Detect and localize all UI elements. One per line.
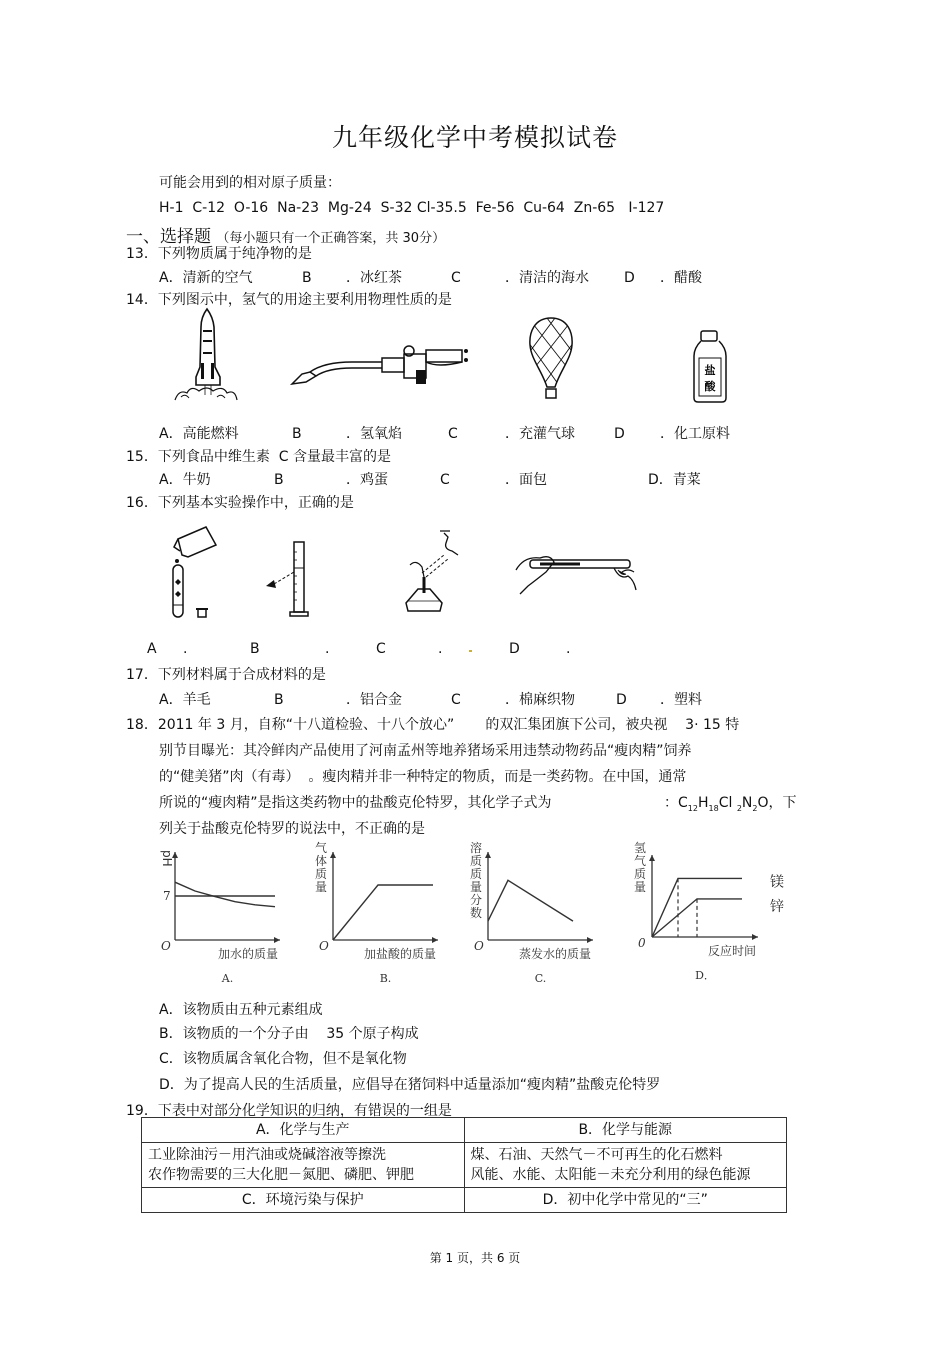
svg-text:数: 数 (469, 906, 483, 920)
series-line-0 (333, 885, 433, 940)
q17-option-d-letter: D (616, 692, 627, 708)
y-axis-arrow (649, 855, 655, 861)
q13-option-d: ．醋酸 (660, 270, 702, 286)
chart-caption: B. (379, 972, 392, 985)
q14-option-d-letter: D (614, 426, 625, 442)
x-axis-arrow (587, 937, 593, 943)
y-axis-label (634, 841, 646, 894)
q15-option-a: A．牛奶 (159, 472, 211, 488)
series-line-0 (488, 880, 573, 921)
y-axis-label (315, 840, 327, 894)
oxyhydrogen-torch-image (288, 340, 478, 390)
y-tick-label: 7 (163, 889, 171, 903)
heating-test-tube-image (510, 550, 640, 600)
hydrochloric-acid-bottle-image (692, 328, 728, 404)
q18-line-1: 18．2011 年 3 月，自称“十八道检验、十八个放心” 的双汇集团旗下公司，被央视 3· 15 特 (126, 717, 740, 733)
series-label-1: 锌 (770, 898, 784, 915)
y-axis-arrow (485, 852, 491, 858)
q16-stem: 16．下列基本实验操作中，正确的是 (126, 495, 354, 511)
svg-text:氢: 氢 (633, 841, 647, 855)
page-title: 九年级化学中考模拟试卷 (331, 123, 618, 152)
q18-line-5: 列关于盐酸克伦特罗的说法中，不正确的是 (159, 821, 425, 837)
series-line-1 (652, 899, 742, 937)
table-row (142, 1143, 787, 1188)
chart-b (305, 840, 465, 990)
q18-option-d: D．为了提高人民的生活质量，应倡导在猪饲料中适量添加“瘦肉精”盐酸克伦特罗 (159, 1077, 661, 1093)
svg-text:气: 气 (633, 854, 647, 868)
q14-option-d: ．化工原料 (660, 426, 730, 442)
q17-option-d: ．塑料 (660, 692, 702, 708)
q13-option-b: ．冰红茶 (346, 270, 402, 286)
q14-option-b: ．氢氧焰 (346, 426, 402, 442)
svg-text:溶: 溶 (469, 841, 483, 855)
q17-option-c-letter: C (451, 692, 461, 708)
stray-mark (469, 650, 472, 652)
q15-option-b-letter: B (274, 472, 284, 488)
q14-option-b-letter: B (292, 426, 302, 442)
q16-option-c-dot: . (438, 641, 443, 657)
q13-option-c: ．清洁的海水 (505, 270, 589, 286)
q14-option-c-letter: C (448, 426, 458, 442)
svg-text:量: 量 (633, 880, 647, 894)
x-axis-label: 蒸发水的质量 (518, 947, 591, 961)
q17-option-a: A．羊毛 (159, 692, 211, 708)
origin-label: O (161, 939, 171, 953)
series-line-1 (175, 882, 275, 907)
chart-a (150, 840, 305, 990)
table-row (142, 1188, 787, 1213)
svg-text:质: 质 (469, 867, 483, 881)
table-cell-b-body: 煤、石油、天然气－不可再生的化石燃料 风能、水能、太阳能－未充分利用的绿色能源 (464, 1143, 787, 1188)
q15-stem: 15．下列食品中维生素 C 含量最丰富的是 (126, 449, 391, 465)
svg-text:分: 分 (469, 893, 483, 907)
q16-option-b-dot: . (325, 641, 330, 657)
table-cell-a-body: 工业除油污－用汽油或烧碱溶液等擦洗 农作物需要的三大化肥－氮肥、磷肥、钾肥 (142, 1143, 465, 1188)
bottle-label-1: 盐 (704, 364, 716, 377)
q13-option-b-letter: B (302, 270, 312, 286)
q18-option-b: B．该物质的一个分子由 35 个原子构成 (159, 1026, 419, 1042)
svg-text:质: 质 (469, 854, 483, 868)
x-axis-arrow (274, 937, 280, 943)
q16-option-d-letter: D (509, 641, 520, 657)
origin-label: O (319, 939, 329, 953)
q16-option-d-dot: . (566, 641, 571, 657)
q16-option-c-letter: C (376, 641, 386, 657)
table-cell-c-head: C．环境污染与保护 (142, 1188, 465, 1213)
q15-option-d: D．青菜 (648, 472, 701, 488)
graduated-cylinder-image (262, 540, 322, 620)
svg-text:质: 质 (633, 867, 647, 881)
section-heading (126, 222, 445, 247)
chart-c (460, 840, 610, 990)
q15-option-c-letter: C (440, 472, 450, 488)
chart-caption: D． (695, 969, 715, 982)
x-axis-arrow (432, 937, 438, 943)
atomic-mass-intro: 可能会用到的相对原子质量： (159, 175, 341, 191)
x-axis-label: 加盐酸的质量 (363, 947, 436, 961)
x-axis-arrow (752, 934, 758, 940)
pouring-liquid-image (160, 525, 230, 625)
y-axis-label: pH (160, 850, 174, 867)
bottle-label-2: 酸 (704, 380, 716, 393)
q18-line-2: 别节目曝光：其冷鲜肉产品使用了河南孟州等地养猪场采用违禁动物药品“瘦肉精”饲养 (159, 743, 692, 759)
atomic-mass-list: H-1 C-12 O-16 Na-23 Mg-24 S-32 Cl-35.5 Fe-56 Cu-64 Zn-65 I-127 (159, 200, 665, 216)
svg-text:质: 质 (314, 867, 328, 881)
chart-caption: A. (221, 972, 234, 985)
table-cell-a-head: A．化学与生产 (142, 1118, 465, 1143)
y-axis-arrow (330, 852, 336, 858)
q14-option-a: A．高能燃料 (159, 426, 239, 442)
section-title: 一、选择题 (126, 227, 211, 247)
q18-option-a: A．该物质由五种元素组成 (159, 1002, 323, 1018)
q18-line-3: 的“健美猪”肉（有毒） 。瘦肉精并非一种特定的物质，而是一类药物。在中国，通常 (159, 769, 687, 785)
y-axis-label (470, 840, 482, 920)
q13-option-c-letter: C (451, 270, 461, 286)
smelling-gas-image (400, 525, 470, 625)
origin-label: 0 (638, 936, 646, 950)
q18-line-4: 所说的“瘦肉精”是指这类药物中的盐酸克伦特罗，其化学子式为 (159, 795, 552, 811)
q19-table (141, 1117, 787, 1213)
chart-caption: C. (534, 972, 547, 985)
q15-option-c: ．面包 (505, 472, 547, 488)
q18-option-c: C．该物质属含氧化合物，但不是氧化物 (159, 1051, 407, 1067)
chart-d (620, 840, 790, 995)
q17-option-c: ．棉麻织物 (505, 692, 575, 708)
q13-option-a: A．清新的空气 (159, 270, 253, 286)
x-axis-label: 反应时间 (707, 944, 756, 958)
q13-stem: 13．下列物质属于纯净物的是 (126, 246, 312, 262)
table-cell-b-head: B．化学与能源 (464, 1118, 787, 1143)
svg-text:量: 量 (314, 880, 328, 894)
q13-option-d-letter: D (624, 270, 635, 286)
q16-option-a-dot: . (183, 641, 188, 657)
section-note: （每小题只有一个正确答案，共 30分） (216, 231, 446, 246)
origin-label: O (474, 939, 484, 953)
q17-stem: 17．下列材料属于合成材料的是 (126, 667, 326, 683)
svg-text:气: 气 (314, 841, 328, 855)
svg-text:体: 体 (314, 854, 328, 868)
table-row (142, 1118, 787, 1143)
table-cell-d-head: D．初中化学中常见的“三” (464, 1188, 787, 1213)
series-label-0: 镁 (770, 874, 784, 891)
q17-option-b-letter: B (274, 692, 284, 708)
hot-air-balloon-image (526, 315, 576, 405)
x-axis-label: 加水的质量 (217, 947, 278, 961)
q18-formula: ：$C_{12}H_{18}Cl$ $_2N_2O$，下 (664, 795, 797, 813)
rocket-image (165, 305, 255, 405)
q16-option-b-letter: B (250, 641, 260, 657)
q14-stem: 14．下列图示中，氢气的用途主要利用物理性质的是 (126, 292, 452, 308)
q14-option-c: ．充灌气球 (505, 426, 575, 442)
svg-text:量: 量 (469, 880, 483, 894)
q16-option-a-letter: A (147, 641, 157, 657)
page-footer: 第 1 页，共 6 页 (429, 1251, 521, 1265)
q17-option-b: ．铝合金 (346, 692, 402, 708)
q15-option-b: ．鸡蛋 (346, 472, 388, 488)
q19-stem: 19．下表中对部分化学知识的归纳，有错误的一组是 (126, 1103, 452, 1119)
